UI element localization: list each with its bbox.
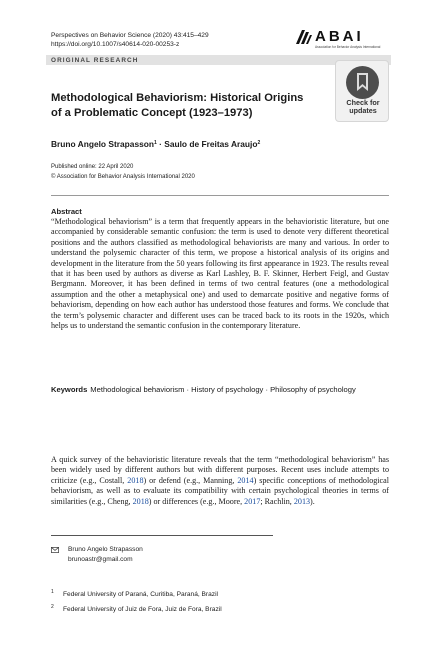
intro-text: ).	[310, 496, 315, 506]
keywords-text: Methodological behaviorism · History of psychology · Philosophy of psychology	[90, 385, 356, 394]
intro-paragraph	[51, 455, 389, 507]
affiliation-2-number: 2	[51, 604, 54, 610]
affiliation-2-text: Federal University of Juiz de Fora, Juiz de Fora, Brazil	[63, 606, 222, 613]
logo-text: ABAI	[315, 27, 364, 45]
affiliation-1	[51, 591, 218, 598]
citation-link[interactable]: 2013	[293, 496, 311, 506]
title-line-2: of a Problematic Concept (1923–1973)	[51, 106, 253, 119]
section-label: ORIGINAL RESEARCH	[51, 56, 139, 64]
affiliation-1-number: 1	[51, 589, 54, 595]
copyright-line: © Association for Behavior Analysis International 2020	[51, 173, 195, 180]
footnote-divider	[51, 535, 273, 536]
citation-link[interactable]: 2018	[127, 475, 144, 485]
keywords-label: Keywords	[51, 385, 88, 394]
author-2[interactable]: Saulo de Freitas Araujo	[164, 139, 258, 149]
badge-line2: updates	[349, 106, 377, 115]
author-list	[51, 139, 260, 149]
logo-subtext: Association for Behavior Analysis International	[315, 45, 381, 49]
abstract-text: “Methodological behaviorism” is a term that frequently appears in the behavioristic literature, but one accompanied by considerable semantic confusion: the term is used to denote very different theoretical positions and the authors classified as methodological behaviorists are many and various. In order to understand the polysemic character of this term, we propose a historical analysis of its origins and development in the literature from the 50 years following its first appearance in 1923. The results reveal that it has been used by authors as diverse as Karl Lashley, B. F. Skinner, Herbert Feigl, and Gustav Bergmann. Moreover, it has been defined in terms of two central features (one a methodological assumption and the other a metaphysical one) and used to demarcate positive and negative forms of behaviorism, depending on how each author has understood those features and forms. We conclude that the term’s polysemic character and different uses can be traced back to its roots in the 1920s, which helps us to understand the semantic confusion in the contemporary literature.	[51, 217, 389, 331]
publication-meta	[51, 163, 195, 182]
citation-link[interactable]: 2014	[237, 475, 254, 485]
check-for-updates-badge[interactable]	[335, 60, 389, 122]
author-1-affiliation: 1	[154, 140, 157, 146]
contact-name: Bruno Angelo Strapasson	[68, 546, 143, 553]
citation-link[interactable]: 2017	[244, 496, 261, 506]
article-title	[51, 91, 321, 120]
bookmark-ribbon-icon	[346, 66, 379, 99]
author-2-affiliation: 2	[257, 140, 261, 146]
intro-text: ) or differences (e.g., Moore,	[148, 496, 245, 506]
keywords	[51, 385, 389, 396]
journal-citation: Perspectives on Behavior Science (2020) 43:415–429	[51, 32, 209, 39]
intro-text: ) specific conceptions of methodological behaviorism, as well as to evaluate its compatibility with certain psychological theories in terms of similarities (e.g., Cheng,	[51, 475, 389, 506]
author-separator: ·	[156, 139, 165, 149]
published-date: Published online: 22 April 2020	[51, 164, 134, 170]
intro-text: ) or defend (e.g., Manning,	[143, 475, 238, 485]
envelope-icon	[51, 547, 59, 553]
abai-logo	[296, 27, 390, 49]
badge-line1: Check for	[346, 98, 380, 107]
intro-text: ; Rachlin,	[260, 496, 294, 506]
contact-email[interactable]: brunoastr@gmail.com	[68, 555, 133, 563]
affiliation-1-text: Federal University of Paraná, Curitiba, Paraná, Brazil	[63, 591, 219, 598]
author-1[interactable]: Bruno Angelo Strapasson	[51, 139, 154, 149]
abstract-heading: Abstract	[51, 207, 82, 216]
doi-link[interactable]: https://doi.org/10.1007/s40614-020-00253-z	[51, 41, 180, 48]
abai-logo-icon	[296, 28, 312, 44]
affiliation-2	[51, 606, 222, 613]
intro-text: A quick survey of the behavioristic literature reveals that the term “methodological behaviorism” has been widely used by different authors but with different purposes. Recent uses include attempts to criticize (e.g., Costall,	[51, 455, 389, 485]
citation-link[interactable]: 2018	[132, 496, 149, 506]
header-divider	[51, 195, 389, 196]
corresponding-author	[51, 545, 143, 564]
journal-header	[51, 31, 209, 49]
badge-circle	[346, 66, 379, 99]
title-line-1: Methodological Behaviorism: Historical Origins	[51, 92, 304, 104]
